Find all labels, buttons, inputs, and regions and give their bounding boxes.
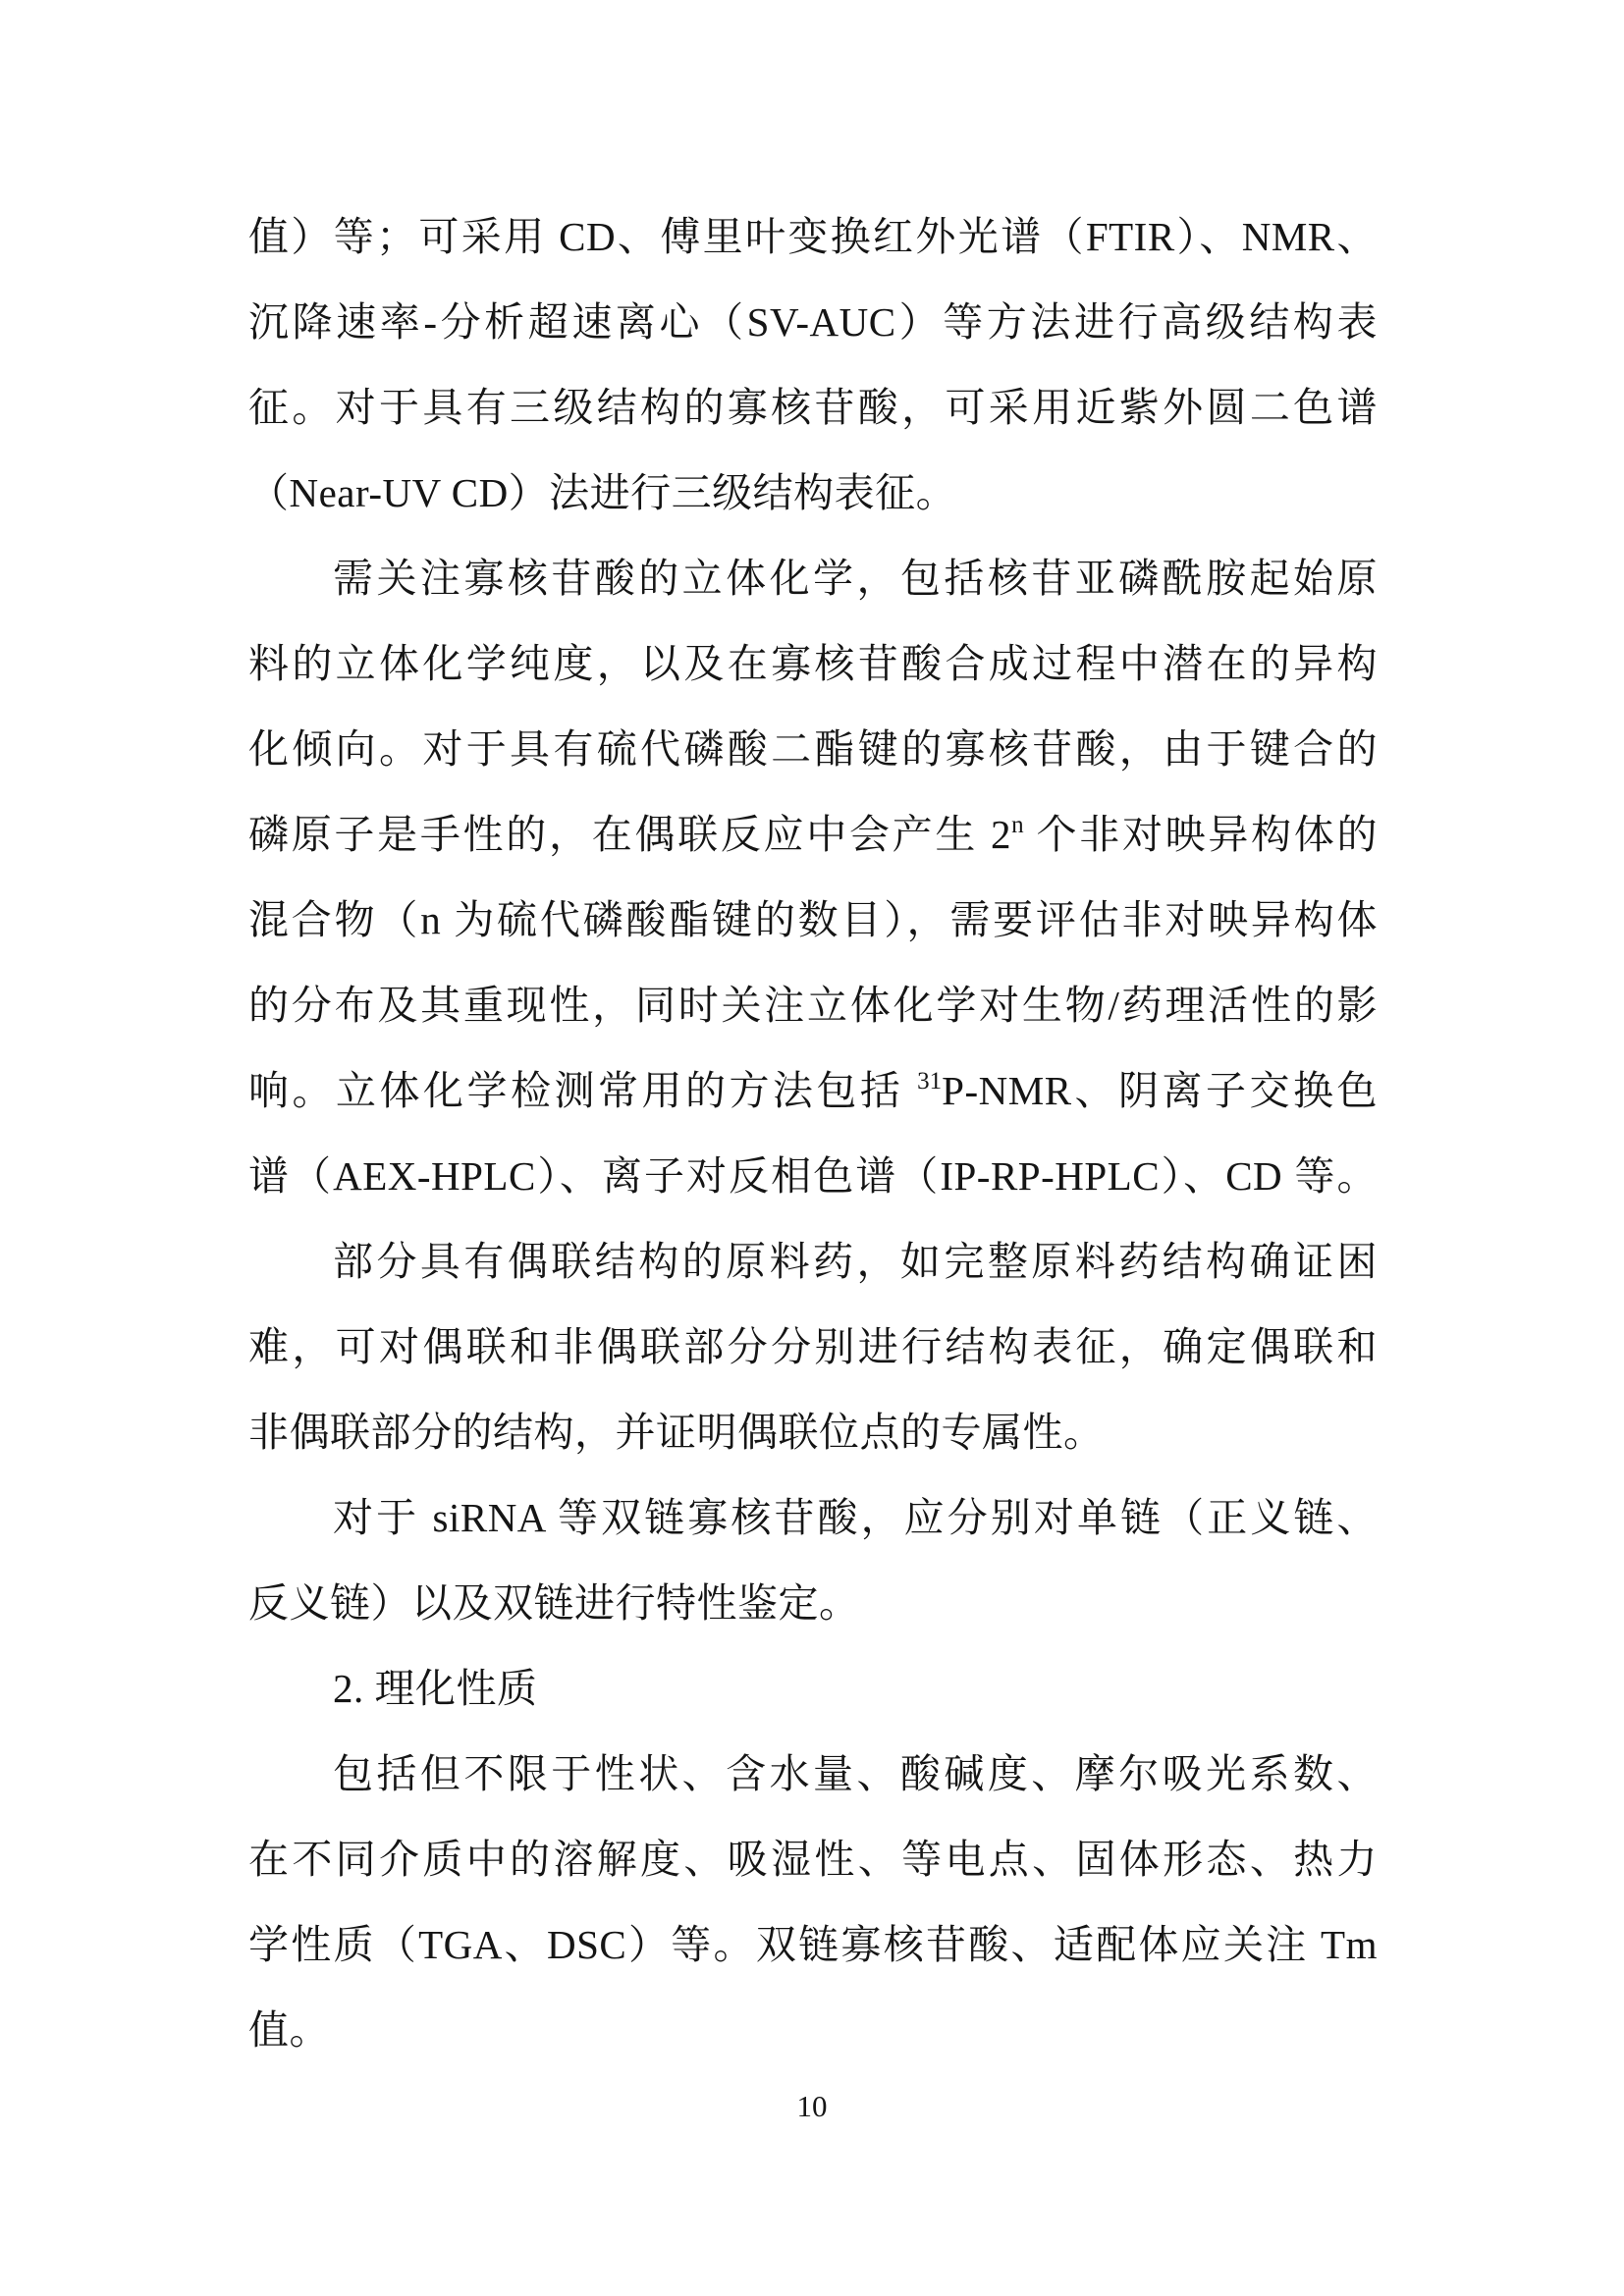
text-line: 部分具有偶联结构的原料药，如完整原料药结构确证困: [333, 1239, 1378, 1284]
text-line: 包括但不限于性状、含水量、酸碱度、摩尔吸光系数、: [333, 1751, 1378, 1796]
text-line: 料的立体化学纯度，以及在寡核苷酸合成过程中潜在的异构: [248, 641, 1378, 686]
text-line: 反义链）以及双链进行特性鉴定。: [248, 1580, 860, 1626]
text-run: 磷原子是手性的，在偶联反应中会产生 2: [248, 812, 1012, 857]
text-line: 化倾向。对于具有硫代磷酸二酯键的寡核苷酸，由于键合的: [248, 726, 1378, 772]
body-text: [248, 194, 1378, 2073]
text-line: 在不同介质中的溶解度、吸湿性、等电点、固体形态、热力: [248, 1837, 1378, 1882]
text-run: 个非对映异构体的: [1023, 812, 1379, 857]
page-number: 10: [796, 2089, 828, 2123]
text-run: 响。立体化学检测常用的方法包括: [248, 1068, 918, 1113]
text-line: 的分布及其重现性，同时关注立体化学对生物/药理活性的影: [248, 983, 1378, 1028]
section-heading: 2. 理化性质: [333, 1666, 538, 1711]
text-line: 学性质（TGA、DSC）等。双链寡核苷酸、适配体应关注 Tm: [248, 1922, 1378, 1967]
text-line: [248, 1048, 1378, 1134]
superscript-31: 31: [917, 1068, 943, 1095]
text-line: 非偶联部分的结构，并证明偶联位点的专属性。: [248, 1410, 1105, 1455]
text-line: 征。对于具有三级结构的寡核苷酸，可采用近紫外圆二色谱: [248, 385, 1378, 430]
text-line: [248, 792, 1378, 878]
text-line: 值。: [248, 2007, 330, 2053]
text-line: 谱（AEX-HPLC）、离子对反相色谱（IP-RP-HPLC）、CD 等。: [248, 1153, 1378, 1199]
text-line: 难，可对偶联和非偶联部分分别进行结构表征，确定偶联和: [248, 1324, 1378, 1369]
superscript-n: n: [1011, 812, 1024, 838]
text-line: 沉降速率-分析超速离心（SV-AUC）等方法进行高级结构表: [248, 299, 1378, 345]
text-line: 需关注寡核苷酸的立体化学，包括核苷亚磷酰胺起始原: [333, 556, 1378, 601]
text-line: （Near-UV CD）法进行三级结构表征。: [248, 470, 957, 515]
text-line: 对于 siRNA 等双链寡核苷酸，应分别对单链（正义链、: [333, 1495, 1378, 1540]
text-line: 值）等；可采用 CD、傅里叶变换红外光谱（FTIR）、NMR、: [248, 214, 1378, 259]
text-line: 混合物（n 为硫代磷酸酯键的数目），需要评估非对映异构体: [248, 897, 1378, 942]
text-run: P-NMR、阴离子交换色: [942, 1068, 1378, 1113]
